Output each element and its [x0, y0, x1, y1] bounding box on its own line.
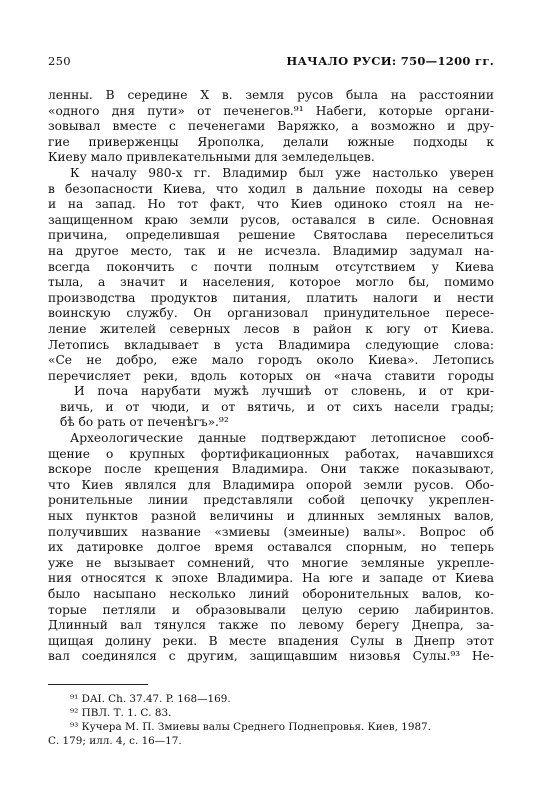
text-line: щение о крупных фортификационных работах, начавшихся: [48, 446, 494, 461]
text-line: ронительные линии представляли собой цепочку укреплен-: [48, 493, 494, 508]
text-line: всегда покончить с почти полным отсутствием у Киева: [48, 259, 494, 274]
text-line: гие приверженцы Ярополка, делали южные подходы к: [48, 134, 494, 149]
text-line: Летопись вкладывает в уста Владимира следующие слова:: [48, 337, 494, 352]
text-line: щищая долину реки. В месте впадения Сулы в Днепр этот: [48, 633, 494, 648]
text-line: ния относятся к эпохе Владимира. На юге и западе от Киева: [48, 571, 494, 586]
text-line: в безопасности Киева, что ходил в дальние походы на север: [48, 181, 494, 196]
text-line: воинскую службу. Он организовал принудительное пересе-: [48, 306, 494, 321]
page-number: 250: [48, 54, 71, 68]
text-line: и на запад. Но тот факт, что Киев одиноко стоял на не-: [48, 197, 494, 212]
page-header: [48, 54, 494, 70]
text-line: ленны. В середине X в. земля русов была на расстоянии: [48, 88, 494, 102]
text-line: уже не вызывает сомнений, что многие земляные укрепле-: [48, 555, 494, 570]
footnote-divider: [48, 684, 148, 685]
footnote: ⁹² ПВЛ. Т. 1. С. 83.: [70, 707, 172, 719]
body-text: [48, 88, 494, 665]
text-line: причина, определившая решение Святослава переселиться: [48, 228, 494, 243]
text-line: ных пунктов разной величины и длинных земляных валов,: [48, 509, 494, 524]
text-line: защищенном краю земли русов, оставался в силе. Основная: [48, 212, 494, 227]
footnote: С. 179; илл. 4, с. 16—17.: [48, 735, 182, 747]
text-line: ление жителей северных лесов в район к югу от Киева.: [48, 321, 494, 336]
text-line: вичь, и от чюди, и от вятичь, и от сихъ насели грады;: [60, 399, 494, 414]
text-line: Длинный вал тянулся также по левому берегу Днепра, за-: [48, 618, 494, 633]
footnotes: [48, 692, 494, 748]
running-title: НАЧАЛО РУСИ: 750—1200 гг.: [286, 54, 494, 68]
text-line: вскоре после крещения Владимира. Они также показывают,: [48, 462, 494, 477]
text-line: производства продуктов питания, платить налоги и нести: [48, 290, 494, 305]
text-line: тыла, а значит и населения, которое могло бы, помимо: [48, 275, 494, 290]
text-line: К началу 980-х гг. Владимир был уже настолько уверен: [70, 165, 494, 180]
text-line: вал соединялся с другим, защищавшим низовья Сулы.⁹³ Не-: [48, 649, 494, 664]
text-line: на другое место, так и не исчезла. Владимир задумал на-: [48, 243, 494, 258]
text-line: перечисляет реки, вдоль которых он «нача ставити городы: [48, 368, 494, 383]
text-line: торые петляли и образовывали целую серию лабиринтов.: [48, 602, 494, 617]
text-line: было насыпано несколько линий оборонительных валов, ко-: [48, 587, 494, 601]
text-line: «Се не добро, еже мало городъ около Киева». Летопись: [48, 353, 494, 368]
text-line: получивших название «змиевы (змеиные) валы». Вопрос об: [48, 524, 494, 539]
text-line: Киеву мало привлекательными для земледельцев.: [48, 150, 375, 165]
text-line: что Киев являлся для Владимира опорой земли русов. Обо-: [48, 477, 494, 492]
text-line: И поча нарубати мужѣ лучшиѣ от словень, и от кри-: [74, 384, 494, 399]
text-line: бѣ бо рать от печенѣгъ».⁹²: [60, 415, 229, 430]
text-line: их датировке долгое время оставался спорным, но теперь: [48, 540, 494, 555]
footnote: ⁹¹ DAI. Ch. 37.47. P. 168—169.: [70, 693, 231, 705]
text-line: «одного дня пути» от печенегов.⁹¹ Набеги, которые органи-: [48, 103, 494, 118]
footnote: ⁹³ Кучера М. П. Змиевы валы Среднего Поднепровья. Киев, 1987.: [70, 721, 431, 733]
text-line: зовывал вместе с печенегами Варяжко, а возможно и дру-: [48, 119, 494, 134]
text-line: Археологические данные подтверждают летописное сооб-: [70, 431, 494, 446]
